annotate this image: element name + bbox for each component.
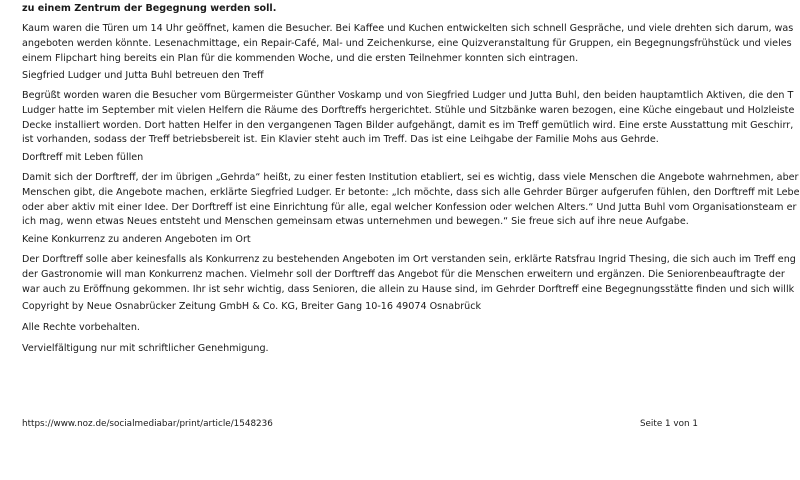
paragraph-competition [22, 253, 796, 297]
paragraph-line: ich mag, wenn etwas Neues entsteht und Menschen gemeinsam etwas unternehmen und bewegen.“ Sie freue sich auf ihre neue Aufgabe. [22, 216, 689, 228]
paragraph-line: Menschen gibt, die Angebote machen, erklärte Siegfried Ludger. Er betonte: „Ich möchte, dass sich alle Gehrder Bürger aufgerufen fühlen, den Dorftreff mit Lebe [22, 186, 800, 198]
paragraph-team [22, 89, 794, 148]
section-heading-team: Siegfried Ludger und Jutta Buhl betreuen den Treff [22, 70, 264, 81]
paragraph-line: der Gastronomie will man Konkurrenz machen. Vielmehr soll der Dorftreff das Angebot für die Menschen erweitern und ergänzen. Die Seniorenbeauftragte der [22, 268, 785, 280]
paragraph-line: Damit sich der Dorftreff, der im übrigen „Gehrda“ heißt, zu einer festen Institution etabliert, sei es wichtig, dass viele Menschen die Angebote wahrnehmen, aber [22, 172, 799, 183]
paragraph-line: Decke installiert worden. Dort hatten Helfer in den vergangenen Tagen Bilder aufgehängt, damit es im Treff gemütlich wird. Eine erste Ausstattung mit Geschirr, [22, 119, 794, 131]
paragraph-line: Begrüßt worden waren die Besucher vom Bürgermeister Günther Voskamp und von Siegfried Ludger und Jutta Buhl, den beiden hauptamtlich Aktiven, die den T [22, 90, 794, 101]
paragraph-line: Ludger hatte im September mit vielen Helfern die Räume des Dorftreffs hergerichtet. Stühle und Sitzbänke waren bezogen, eine Küche eingebaut und Holzleiste [22, 104, 795, 116]
paragraph-line: ist vorhanden, sodass der Treff betriebsbereit ist. Ein Klavier steht auch im Treff. Das ist eine Leihgabe der Familie Mohs aus Gehrde. [22, 134, 659, 146]
reproduction-notice: Vervielfältigung nur mit schriftlicher Genehmigung. [22, 343, 269, 354]
intro-bold-text: zu einem Zentrum der Begegnung werden soll. [22, 3, 277, 14]
paragraph-line: war auch zu Eröffnung gekommen. Ihr ist sehr wichtig, dass Senioren, die allein zu Hause sind, im Gehrder Dorftreff eine Begegnungsstätte finden und sich willk [22, 283, 795, 295]
paragraph-line: oder aber aktiv mit einer Idee. Der Dorftreff ist eine Einrichtung für alle, egal welcher Konfession oder welchen Alters.“ Und Jutta Buhl vom Organisationsteam er [22, 201, 797, 213]
paragraph-line: einem Flipchart hing bereits ein Plan für die kommenden Woche, und die ersten Teilnehmer konnten sich eintragen. [22, 52, 579, 64]
section-heading-competition: Keine Konkurrenz zu anderen Angeboten im Ort [22, 234, 251, 245]
paragraph-line: Kaum waren die Türen um 14 Uhr geöffnet, kamen die Besucher. Bei Kaffee und Kuchen entwickelten sich schnell Gespräche, und viele drehten sich darum, was [22, 23, 794, 34]
paragraph-line: Der Dorftreff solle aber keinesfalls als Konkurrenz zu bestehenden Angeboten im Ort verstanden sein, erklärte Ratsfrau Ingrid Thesing, die sich auch im Treff eng [22, 254, 796, 265]
copyright-notice: Copyright by Neue Osnabrücker Zeitung GmbH & Co. KG, Breiter Gang 10-16 49074 Osnabrück [22, 301, 482, 312]
page-indicator: Seite 1 von 1 [639, 419, 698, 429]
paragraph-life [22, 171, 800, 230]
source-url[interactable]: https://www.noz.de/socialmediabar/print/article/1548236 [22, 419, 273, 429]
rights-notice: Alle Rechte vorbehalten. [22, 322, 140, 333]
section-heading-life: Dorftreff mit Leben füllen [22, 152, 144, 163]
paragraph-line: angeboten werden könnte. Lesenachmittage, ein Repair-Café, Mal- und Zeichenkurse, eine Quizveranstaltung für Gruppen, ein Begegnungsfrühstück und vieles [22, 37, 792, 49]
paragraph-opening [22, 22, 793, 66]
